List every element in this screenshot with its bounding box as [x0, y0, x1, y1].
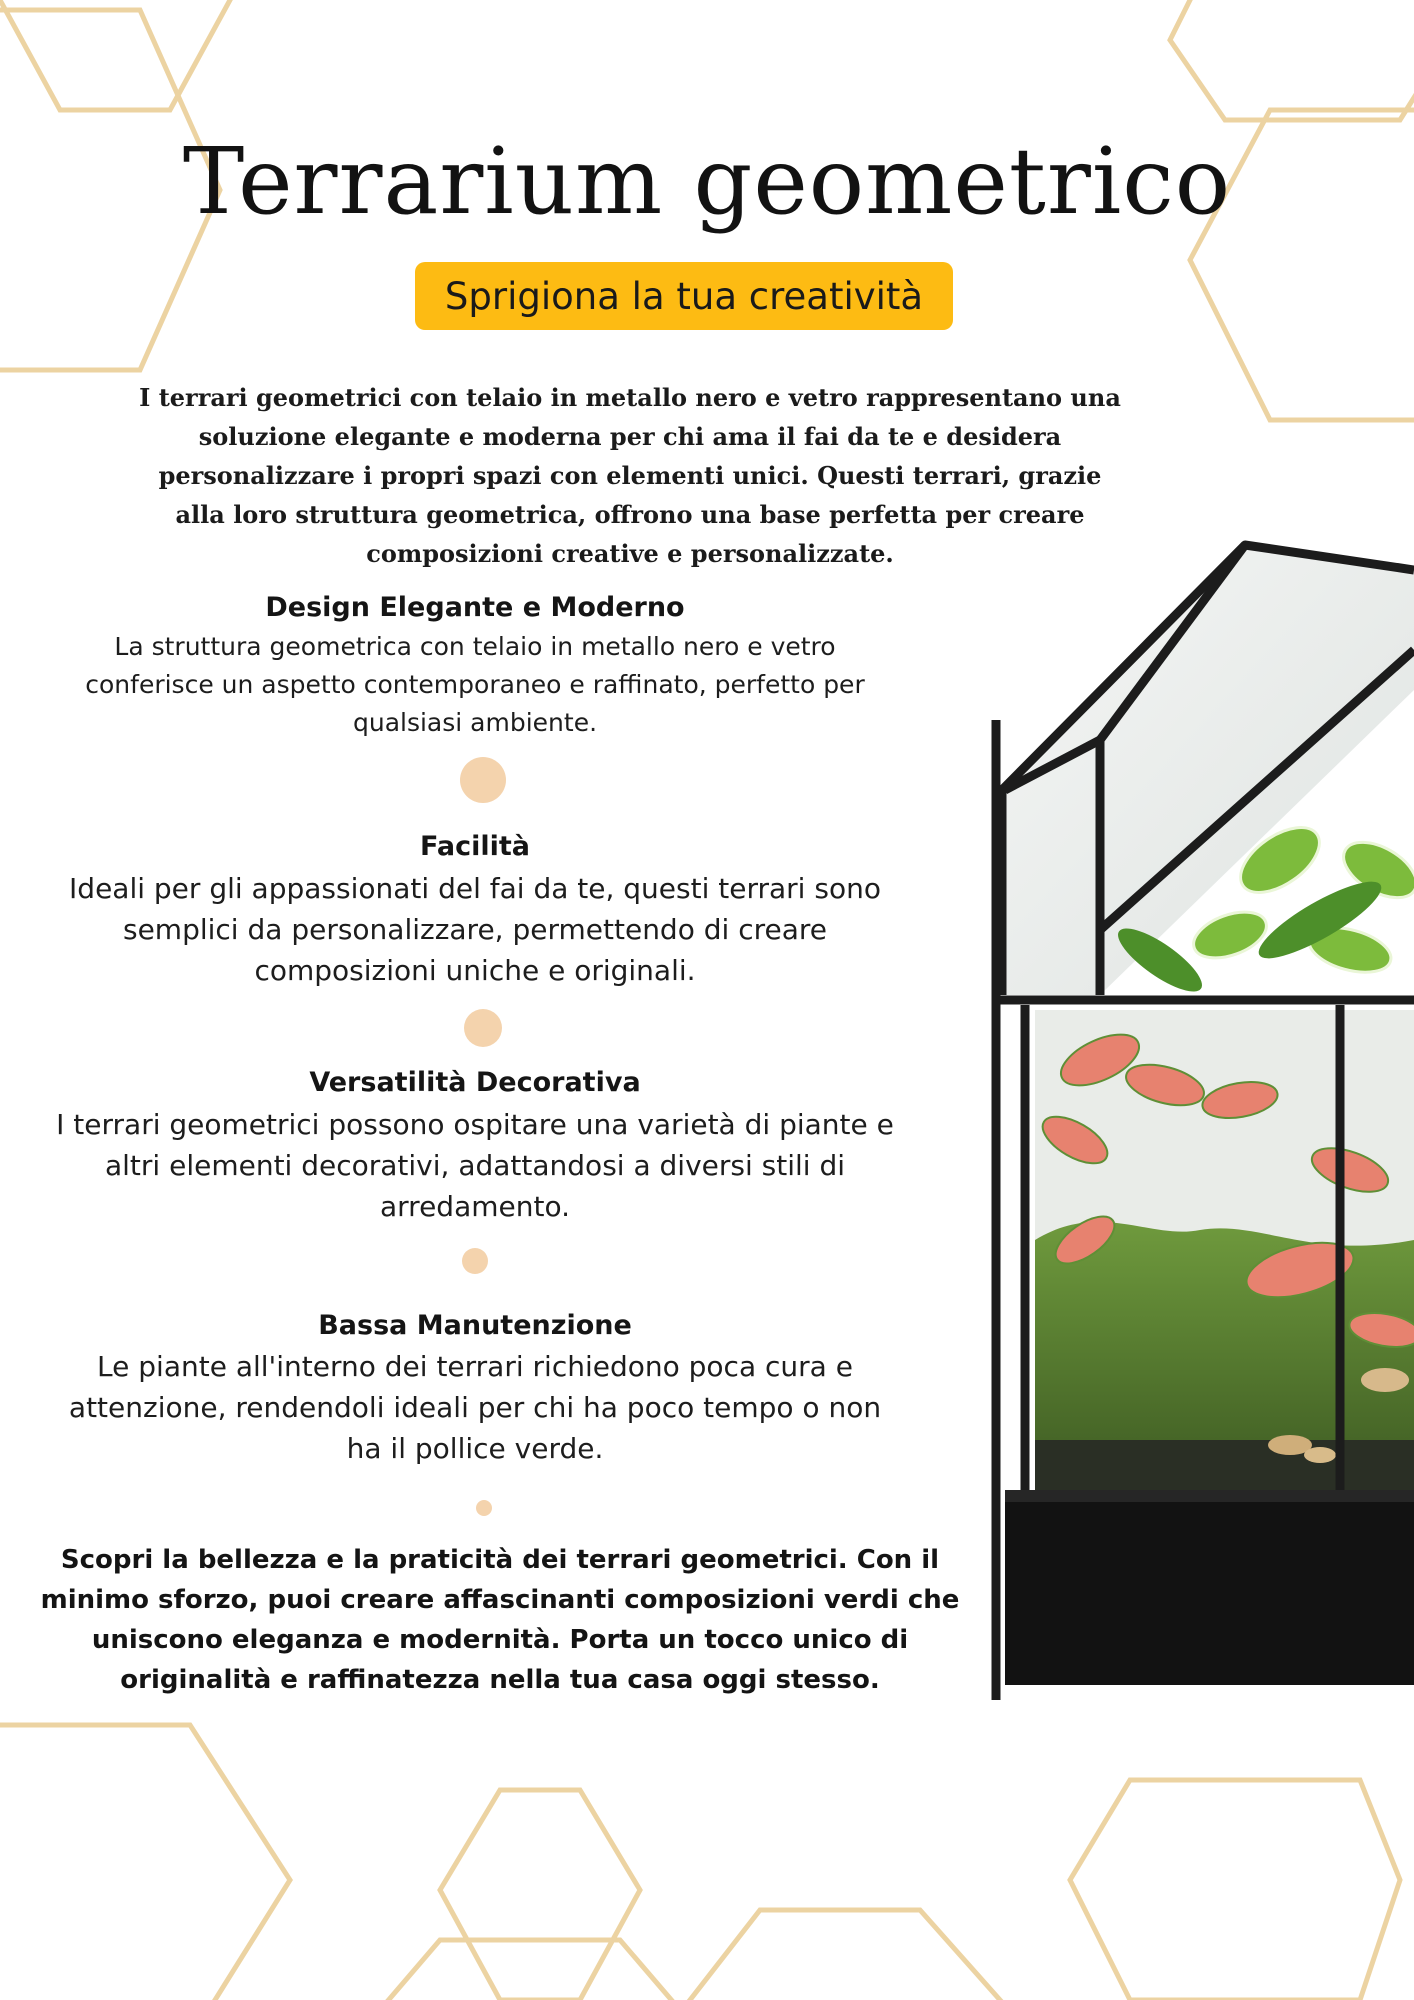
separator-dot [462, 1248, 488, 1274]
feature-heading: Bassa Manutenzione [318, 1310, 632, 1341]
feature-facilita [40, 826, 910, 991]
feature-heading: Versatilità Decorativa [309, 1067, 641, 1098]
feature-heading: Design Elegante e Moderno [265, 592, 685, 623]
tagline-badge [415, 262, 953, 330]
separator-dot [464, 1009, 502, 1047]
feature-text: Le piante all'interno dei terrari richiedono poca cura e attenzione, rendendoli ideali per chi ha poco tempo o non ha il pollice verde. [68, 1350, 882, 1465]
intro-paragraph: I terrari geometrici con telaio in metallo nero e vetro rappresentano una soluzione elegante e moderna per chi ama il fai da te e desidera personalizzare i propri spazi con elementi unici. Questi terrari, grazie alla loro struttura geometrica, offrono una base perfetta per creare composizioni creative e personalizzate. [139, 383, 1121, 568]
feature-design [40, 588, 910, 742]
page-title: Terrarium geometrico [182, 128, 1232, 235]
tagline-text: Sprigiona la tua creatività [444, 274, 924, 318]
terrarium-image [990, 540, 1414, 1700]
separator-dot [460, 757, 506, 803]
feature-text: I terrari geometrici possono ospitare una varietà di piante e altri elementi decorativi, adattandosi a diversi stili di arredamento. [56, 1108, 894, 1223]
feature-manutenzione [40, 1306, 910, 1469]
feature-heading: Facilità [420, 831, 530, 862]
feature-text: La struttura geometrica con telaio in metallo nero e vetro conferisce un aspetto contemporaneo e raffinato, perfetto per qualsiasi ambiente. [85, 632, 865, 737]
feature-versatilita [40, 1062, 910, 1227]
feature-text: Ideali per gli appassionati del fai da te, questi terrari sono semplici da personalizzare, permettendo di creare composizioni uniche e originali. [69, 872, 881, 987]
closing-paragraph: Scopri la bellezza e la praticità dei terrari geometrici. Con il minimo sforzo, puoi creare affascinanti composizioni verdi che uniscono eleganza e modernità. Porta un tocco unico di originalità e raffinatezza nella tua casa oggi stesso. [40, 1545, 960, 1695]
separator-dot [476, 1500, 492, 1516]
